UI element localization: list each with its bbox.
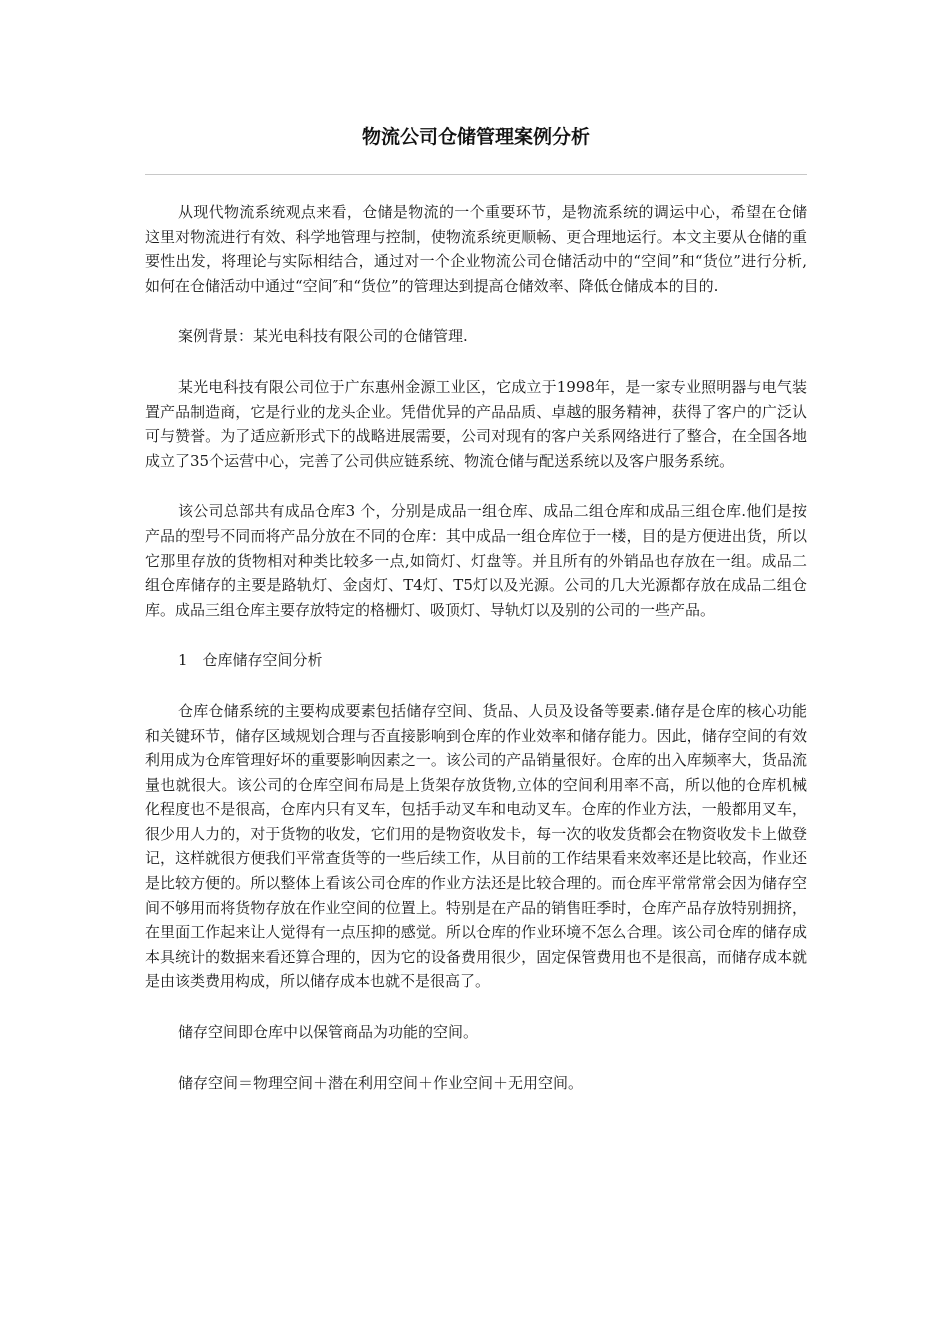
paragraph-storage-analysis: 仓库仓储系统的主要构成要素包括储存空间、货品、人员及设备等要素.储存是仓库的核心功能和关键环节，储存区域规划合理与否直接影响到仓库的作业效率和储存能力。因此，储存空间的有效利用成为仓库管理好坏的重要影响因素之一。该公司的产品销量很好。仓库的出入库频率大，货品流量也就很大。该公司的仓库空间布局是上货架存放货物,立体的空间利用率不高，所以他的仓库机械化程度也不是很高，仓库内只有叉车，包括手动叉车和电动叉车。仓库的作业方法，一般都用叉车，很少用人力的，对于货物的收发，它们用的是物资收发卡，每一次的收发货都会在物资收发卡上做登记，这样就很方便我们平常查货等的一些后续工作，从目前的工作结果看来效率还是比较高，作业还是比较方便的。所以整体上看该公司仓库的作业方法还是比较合理的。而仓库平常常常会因为储存空间不够用而将货物存放在作业空间的位置上。特别是在产品的销售旺季时，仓库产品存放特别拥挤，在里面工作起来让人觉得有一点压抑的感觉。所以仓库的作业环境不怎么合理。该公司仓库的储存成本具统计的数据来看还算合理的，因为它的设备费用很少，固定保管费用也不是很高，而储存成本就是由该类费用构成，所以储存成本也就不是很高了。 <box>145 701 807 991</box>
paragraph-warehouses: 该公司总部共有成品仓库3 个，分别是成品一组仓库、成品二组仓库和成品三组仓库.他们是按产品的型号不同而将产品分放在不同的仓库：其中成品一组仓库位于一楼，目的是方便进出货，所以它那里存放的货物相对种类比较多一点,如筒灯、灯盘等。并且所有的外销品也存放在一组。成品二组仓库储存的主要是路轨灯、金卤灯、T4灯、T5灯以及光源。公司的几大光源都存放在成品二组仓库。成品三组仓库主要存放特定的格栅灯、吸顶灯、导轨灯以及别的公司的一些产品。 <box>145 502 807 619</box>
document-body <box>145 200 807 1121</box>
paragraph-storage-formula: 储存空间＝物理空间＋潜在利用空间＋作业空间＋无用空间。 <box>178 1073 584 1092</box>
title-divider <box>145 174 807 175</box>
paragraph-case-background: 案例背景：某光电科技有限公司的仓储管理. <box>178 327 468 346</box>
paragraph-intro: 从现代物流系统观点来看，仓储是物流的一个重要环节，是物流系统的调运中心，希望在仓储这里对物流进行有效、科学地管理与控制，使物流系统更顺畅、更合理地运行。本文主要从仓储的重要性出发，将理论与实际相结合，通过对一个企业物流公司仓储活动中的“空间”和“货位”进行分析,如何在仓储活动中通过“空间″和“货位”的管理达到提高仓储效率、降低仓储成本的目的. <box>145 203 807 295</box>
paragraph-company-profile: 某光电科技有限公司位于广东惠州金源工业区，它成立于1998年，是一家专业照明器与电气装置产品制造商，它是行业的龙头企业。凭借优异的产品品质、卓越的服务精神，获得了客户的广泛认可与赞誉。为了适应新形式下的战略进展需要，公司对现有的客户关系网络进行了整合，在全国各地成立了35个运营中心，完善了公司供应链系统、物流仓储与配送系统以及客户服务系统。 <box>145 377 807 470</box>
section-heading-storage-space: 1 仓库储存空间分析 <box>178 651 323 670</box>
document-title: 物流公司仓储管理案例分析 <box>361 126 590 148</box>
paragraph-storage-definition: 储存空间即仓库中以保管商品为功能的空间。 <box>178 1023 479 1042</box>
